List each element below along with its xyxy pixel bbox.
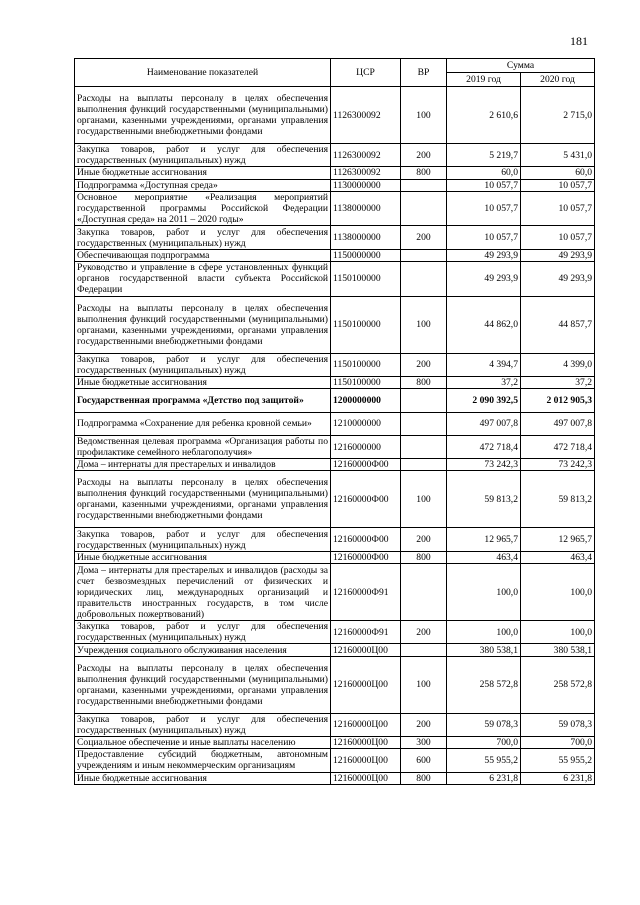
- cell-vr: [401, 459, 447, 471]
- table-row: [75, 179, 595, 191]
- cell-2019: 73 242,3: [447, 459, 521, 471]
- cell-name: Иные бюджетные ассигнования: [75, 376, 331, 388]
- cell-name: Закупка товаров, работ и услуг для обеспечения государственных (муниципальных) нужд: [75, 353, 331, 376]
- cell-2019: 700,0: [447, 737, 521, 749]
- cell-name: Закупка товаров, работ и услуг для обеспечения государственных (муниципальных) нужд: [75, 144, 331, 167]
- cell-csr: 1126300092: [331, 167, 401, 179]
- cell-vr: [401, 261, 447, 296]
- cell-2020: 37,2: [521, 376, 595, 388]
- table-row: [75, 376, 595, 388]
- cell-2020: 73 242,3: [521, 459, 595, 471]
- header-year-2020: 2020 год: [521, 73, 595, 87]
- cell-2019: 10 057,7: [447, 179, 521, 191]
- cell-2019: 497 007,8: [447, 412, 521, 435]
- cell-2020: 10 057,7: [521, 191, 595, 226]
- cell-csr: 12160000Ф00: [331, 551, 401, 563]
- header-vr: ВР: [401, 59, 447, 87]
- cell-vr: 200: [401, 713, 447, 736]
- cell-2019: 2 090 392,5: [447, 389, 521, 412]
- table-row: [75, 261, 595, 296]
- table-row: [75, 87, 595, 144]
- table-row: [75, 551, 595, 563]
- cell-vr: 800: [401, 772, 447, 784]
- cell-2019: 44 862,0: [447, 296, 521, 353]
- cell-2019: 258 572,8: [447, 656, 521, 713]
- cell-name: Расходы на выплаты персоналу в целях обеспечения выполнения функций государственными (муниципальными) органами, казенными учреждениями, органами управления государственными внебюджетными фондами: [75, 296, 331, 353]
- cell-csr: 12160000Ф00: [331, 459, 401, 471]
- cell-vr: 100: [401, 87, 447, 144]
- cell-csr: 12160000Ф91: [331, 621, 401, 644]
- table-row: [75, 389, 595, 412]
- cell-csr: 12160000Ф91: [331, 564, 401, 621]
- table-row: [75, 459, 595, 471]
- cell-2019: 100,0: [447, 564, 521, 621]
- table-row: [75, 528, 595, 551]
- cell-csr: 1200000000: [331, 389, 401, 412]
- cell-2019: 380 538,1: [447, 644, 521, 656]
- cell-2020: 100,0: [521, 564, 595, 621]
- header-csr: ЦСР: [331, 59, 401, 87]
- cell-vr: 100: [401, 471, 447, 528]
- cell-csr: 1138000000: [331, 226, 401, 249]
- table-row: [75, 564, 595, 621]
- cell-2020: 55 955,2: [521, 749, 595, 772]
- cell-vr: [401, 412, 447, 435]
- cell-name: Дома – интернаты для престарелых и инвалидов (расходы за счет безвозмездных перечислений от физических и юридических лиц, международных организаций и правительств иностранных государств, в том числе добровольных пожертвований): [75, 564, 331, 621]
- cell-2019: 5 219,7: [447, 144, 521, 167]
- cell-name: Иные бюджетные ассигнования: [75, 167, 331, 179]
- cell-csr: 1130000000: [331, 179, 401, 191]
- cell-2020: 2 715,0: [521, 87, 595, 144]
- cell-2019: 59 813,2: [447, 471, 521, 528]
- table-row: [75, 296, 595, 353]
- cell-name: Закупка товаров, работ и услуг для обеспечения государственных (муниципальных) нужд: [75, 621, 331, 644]
- cell-vr: [401, 389, 447, 412]
- cell-2020: 380 538,1: [521, 644, 595, 656]
- cell-name: Закупка товаров, работ и услуг для обеспечения государственных (муниципальных) нужд: [75, 713, 331, 736]
- cell-2019: 37,2: [447, 376, 521, 388]
- cell-2020: 44 857,7: [521, 296, 595, 353]
- cell-2020: 700,0: [521, 737, 595, 749]
- cell-2019: 4 394,7: [447, 353, 521, 376]
- cell-2020: 5 431,0: [521, 144, 595, 167]
- cell-vr: [401, 249, 447, 261]
- table-row: [75, 713, 595, 736]
- cell-vr: 800: [401, 376, 447, 388]
- table-row: [75, 167, 595, 179]
- cell-2020: 472 718,4: [521, 435, 595, 458]
- cell-2019: 472 718,4: [447, 435, 521, 458]
- cell-2019: 49 293,9: [447, 261, 521, 296]
- cell-2020: 10 057,7: [521, 226, 595, 249]
- cell-name: Ведомственная целевая программа «Организация работы по профилактике семейного неблагополучия»: [75, 435, 331, 458]
- cell-name: Иные бюджетные ассигнования: [75, 551, 331, 563]
- cell-csr: 12160000Ц00: [331, 749, 401, 772]
- cell-2020: 2 012 905,3: [521, 389, 595, 412]
- cell-csr: 12160000Ц00: [331, 737, 401, 749]
- cell-2020: 49 293,9: [521, 249, 595, 261]
- cell-name: Закупка товаров, работ и услуг для обеспечения государственных (муниципальных) нужд: [75, 528, 331, 551]
- cell-name: Подпрограмма «Сохранение для ребенка кровной семьи»: [75, 412, 331, 435]
- table-row: [75, 749, 595, 772]
- cell-csr: 12160000Ф00: [331, 528, 401, 551]
- cell-2020: 4 399,0: [521, 353, 595, 376]
- cell-csr: 1126300092: [331, 87, 401, 144]
- table-row: [75, 144, 595, 167]
- table-row: [75, 435, 595, 458]
- cell-2020: 258 572,8: [521, 656, 595, 713]
- cell-csr: 1138000000: [331, 191, 401, 226]
- cell-vr: 200: [401, 621, 447, 644]
- cell-vr: [401, 644, 447, 656]
- cell-name: Руководство и управление в сфере установленных функций органов государственной власти субъекта Российской Федерации: [75, 261, 331, 296]
- cell-2019: 6 231,8: [447, 772, 521, 784]
- cell-name: Расходы на выплаты персоналу в целях обеспечения выполнения функций государственными (муниципальными) органами, казенными учреждениями, органами управления государственными внебюджетными фондами: [75, 87, 331, 144]
- cell-vr: 200: [401, 353, 447, 376]
- cell-csr: 12160000Ц00: [331, 772, 401, 784]
- cell-vr: 200: [401, 226, 447, 249]
- table-row: [75, 772, 595, 784]
- cell-csr: 1150100000: [331, 296, 401, 353]
- cell-vr: 200: [401, 144, 447, 167]
- cell-2019: 60,0: [447, 167, 521, 179]
- cell-2019: 10 057,7: [447, 226, 521, 249]
- cell-2020: 100,0: [521, 621, 595, 644]
- cell-name: Государственная программа «Детство под защитой»: [75, 389, 331, 412]
- cell-2019: 12 965,7: [447, 528, 521, 551]
- table-row: [75, 249, 595, 261]
- cell-2019: 463,4: [447, 551, 521, 563]
- cell-name: Социальное обеспечение и иные выплаты населению: [75, 737, 331, 749]
- cell-name: Расходы на выплаты персоналу в целях обеспечения выполнения функций государственными (муниципальными) органами, казенными учреждениями, органами управления государственными внебюджетными фондами: [75, 656, 331, 713]
- cell-2019: 55 955,2: [447, 749, 521, 772]
- header-name: Наименование показателей: [75, 59, 331, 87]
- table-row: [75, 412, 595, 435]
- cell-2019: 10 057,7: [447, 191, 521, 226]
- cell-2019: 59 078,3: [447, 713, 521, 736]
- cell-vr: 800: [401, 167, 447, 179]
- cell-2019: 49 293,9: [447, 249, 521, 261]
- cell-2020: 12 965,7: [521, 528, 595, 551]
- cell-name: Учреждения социального обслуживания населения: [75, 644, 331, 656]
- table-row: [75, 226, 595, 249]
- cell-vr: [401, 191, 447, 226]
- cell-csr: 1150000000: [331, 249, 401, 261]
- cell-csr: 12160000Ц00: [331, 656, 401, 713]
- cell-csr: 1150100000: [331, 353, 401, 376]
- cell-2020: 463,4: [521, 551, 595, 563]
- cell-2020: 6 231,8: [521, 772, 595, 784]
- cell-vr: 100: [401, 296, 447, 353]
- cell-2020: 49 293,9: [521, 261, 595, 296]
- cell-vr: 100: [401, 656, 447, 713]
- cell-csr: 1150100000: [331, 261, 401, 296]
- cell-csr: 1150100000: [331, 376, 401, 388]
- budget-table: [74, 58, 595, 785]
- cell-vr: 200: [401, 528, 447, 551]
- cell-name: Подпрограмма «Доступная среда»: [75, 179, 331, 191]
- page-number: 181: [570, 34, 588, 48]
- cell-name: Обеспечивающая подпрограмма: [75, 249, 331, 261]
- cell-csr: 1216000000: [331, 435, 401, 458]
- table-header: [75, 59, 595, 87]
- table-row: [75, 621, 595, 644]
- table-row: [75, 644, 595, 656]
- table-body: [75, 87, 595, 785]
- cell-csr: 1126300092: [331, 144, 401, 167]
- cell-csr: 12160000Ц00: [331, 713, 401, 736]
- cell-name: Закупка товаров, работ и услуг для обеспечения государственных (муниципальных) нужд: [75, 226, 331, 249]
- cell-csr: 1210000000: [331, 412, 401, 435]
- header-sum: Сумма: [447, 59, 595, 73]
- cell-2020: 10 057,7: [521, 179, 595, 191]
- cell-vr: [401, 564, 447, 621]
- cell-2019: 100,0: [447, 621, 521, 644]
- table-row: [75, 737, 595, 749]
- cell-2020: 59 813,2: [521, 471, 595, 528]
- table-row: [75, 191, 595, 226]
- cell-2019: 2 610,6: [447, 87, 521, 144]
- cell-name: Расходы на выплаты персоналу в целях обеспечения выполнения функций государственными (муниципальными) органами, казенными учреждениями, органами управления государственными внебюджетными фондами: [75, 471, 331, 528]
- header-year-2019: 2019 год: [447, 73, 521, 87]
- cell-name: Дома – интернаты для престарелых и инвалидов: [75, 459, 331, 471]
- cell-name: Иные бюджетные ассигнования: [75, 772, 331, 784]
- cell-vr: 800: [401, 551, 447, 563]
- table-row: [75, 656, 595, 713]
- cell-2020: 60,0: [521, 167, 595, 179]
- cell-vr: [401, 179, 447, 191]
- cell-2020: 59 078,3: [521, 713, 595, 736]
- cell-2020: 497 007,8: [521, 412, 595, 435]
- cell-csr: 12160000Ф00: [331, 471, 401, 528]
- cell-vr: 600: [401, 749, 447, 772]
- cell-vr: 300: [401, 737, 447, 749]
- cell-name: Основное мероприятие «Реализация мероприятий государственной программы Российской Федерации «Доступная среда» на 2011 – 2020 годы»: [75, 191, 331, 226]
- table-row: [75, 471, 595, 528]
- cell-name: Предоставление субсидий бюджетным, автономным учреждениям и иным некоммерческим организациям: [75, 749, 331, 772]
- cell-vr: [401, 435, 447, 458]
- cell-csr: 12160000Ц00: [331, 644, 401, 656]
- table-row: [75, 353, 595, 376]
